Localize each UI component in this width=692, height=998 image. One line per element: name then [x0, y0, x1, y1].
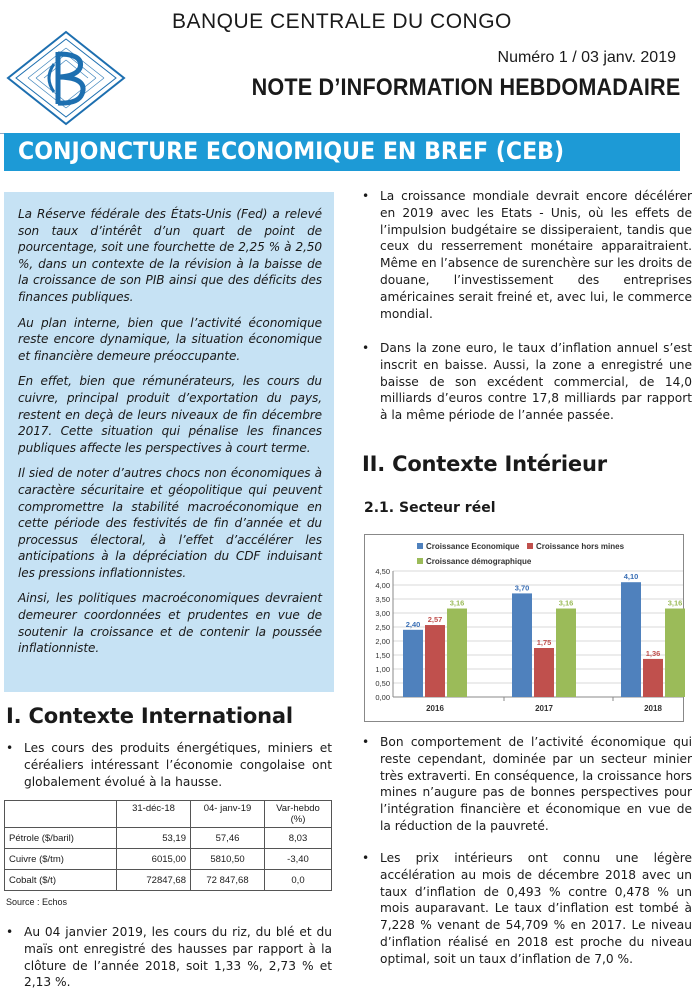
- legend-label: Croissance hors mines: [536, 542, 625, 551]
- y-tick-label: 1,00: [375, 665, 390, 674]
- table-cell: 0,0: [265, 870, 332, 891]
- y-tick-label: 3,00: [375, 609, 390, 618]
- y-tick-label: 3,50: [375, 595, 390, 604]
- issue-number-date: Numéro 1 / 03 janv. 2019: [497, 49, 676, 66]
- table-cell: Pétrole ($/baril): [5, 828, 117, 849]
- summary-paragraph: Au plan interne, bien que l’activité économique reste encore dynamique, la situation économique et financière demeure préoccupante.: [18, 315, 322, 363]
- bullet-international-1: • Les cours des produits énergétiques, miniers et céréaliers intéressant l’économie congolaise ont globalement évolué à la hausse.: [6, 740, 332, 790]
- bcc-logo-icon: [6, 30, 126, 126]
- table-header-row: [5, 801, 332, 828]
- table-header-cell: Var-hebdo (%): [265, 801, 332, 828]
- table-cell: 72 847,68: [191, 870, 265, 891]
- banner-title: CONJONCTURE ECONOMIQUE EN BREF (CEB): [18, 137, 565, 165]
- bar-2016-s2: [447, 609, 467, 697]
- table-cell: 72847,68: [117, 870, 191, 891]
- table-row: [5, 828, 332, 849]
- summary-paragraph: En effet, bien que rémunérateurs, les cours du cuivre, principal produit d’exportation du pays, restent en deçà de leurs niveaux de fin décembre 2017. Cette situation qui pénalise les finances publiques affecte les perspectives à court terme.: [18, 374, 322, 455]
- bullet-international-2: • Au 04 janvier 2019, les cours du riz, du blé et du maïs ont enregistré des hausses par rapport à la clôture de l’année 2018, soit 1,33 %, 2,73 % et 2,13 %.: [6, 924, 332, 991]
- data-label: 1,75: [536, 638, 552, 647]
- growth-chart: [364, 534, 684, 722]
- table-cell: Cobalt ($/t): [5, 870, 117, 891]
- table-source: Source : Echos: [6, 897, 68, 907]
- bar-2018-s2: [665, 609, 685, 697]
- table-cell: 53,19: [117, 828, 191, 849]
- y-tick-label: 4,50: [375, 567, 390, 576]
- data-label: 3,16: [558, 598, 574, 608]
- bullet-domestic-prices: • Les prix intérieurs ont connu une légère accélération au mois de décembre 2018 avec un taux d’inflation de 0,493 % contre 0,478 % un mois auparavant. Le taux d’inflation est tombé à 7,228 % venant de 54,709 % en 2017. Le niveau d’inflation réalisé en 2018 est proche du niveau optimal, soit un taux d’inflation de 7,0 %.: [362, 850, 692, 968]
- bar-2016-s1: [425, 625, 445, 697]
- y-tick-label: 0,00: [375, 693, 390, 702]
- data-label: 4,10: [623, 572, 639, 582]
- bar-2016-s0: [403, 630, 423, 697]
- data-label: 3,70: [514, 583, 530, 593]
- table-cell: -3,40: [265, 849, 332, 870]
- table-row: [5, 870, 332, 891]
- chart-plot: [365, 535, 685, 723]
- commodity-price-table: [4, 800, 332, 891]
- table-cell: Cuivre ($/tm): [5, 849, 117, 870]
- legend-label: Croissance Economique: [426, 542, 520, 551]
- y-tick-label: 0,50: [375, 679, 390, 688]
- summary-paragraph: La Réserve fédérale des États-Unis (Fed) a relevé son taux d’intérêt d’un quart de point de pourcentage, soit une fourchette de 2,25 % à 2,50 %, dans un contexte de la révision à la baisse de la croissance de son PIB ainsi que des déficits des finances publiques.: [18, 207, 322, 304]
- summary-box: [4, 192, 334, 692]
- table-cell: 5810,50: [191, 849, 265, 870]
- bar-2018-s1: [643, 659, 663, 697]
- table-row: [5, 849, 332, 870]
- bank-name: BANQUE CENTRALE DU CONGO: [172, 10, 512, 33]
- table-header-cell: 04- janv-19: [191, 801, 265, 828]
- y-tick-label: 2,00: [375, 637, 390, 646]
- bullet-world-growth: • La croissance mondiale devrait encore décélérer en 2019 avec les Etats - Unis, où les effets de l’impulsion budgétaire se dissiperaient, tandis que ceux du resserrement monétaire apparaitraient. Même en l’absence de surenchère sur les droits de douane, l’investissement des entreprises américaines serait freiné et, avec lui, le commerce mondial.: [362, 188, 692, 322]
- table-cell: 6015,00: [117, 849, 191, 870]
- x-category-label: 2017: [535, 704, 553, 713]
- bar-2017-s2: [556, 609, 576, 697]
- section-heading-interior: II. Contexte Intérieur: [362, 452, 607, 476]
- title-banner: [4, 133, 680, 171]
- subsection-heading-real-sector: 2.1. Secteur réel: [364, 500, 496, 516]
- bar-2017-s1: [534, 648, 554, 697]
- masthead: [0, 0, 680, 134]
- bar-2018-s0: [621, 582, 641, 697]
- bullet-economic-activity: • Bon comportement de l’activité économique qui reste cependant, dominée par un secteur minier très extraverti. En conséquence, la croissance hors mines n’augure pas de bonnes perspectives pour l’intégration financière et économique en vue de la réduction de la pauvreté.: [362, 734, 692, 835]
- section-heading-international: I. Contexte International: [6, 704, 293, 728]
- data-label: 2,40: [405, 619, 421, 629]
- legend-label: Croissance démographique: [426, 557, 532, 566]
- table-cell: 8,03: [265, 828, 332, 849]
- y-tick-label: 2,50: [375, 623, 390, 632]
- bullet-euro-zone: • Dans la zone euro, le taux d’inflation annuel s’est inscrit en baisse. Aussi, la zone a enregistré une baisse de son excédent commercial, de 14,0 milliards d’euros contre 17,8 milliards par rapport à la même période de l’année passée.: [362, 340, 692, 424]
- bar-2017-s0: [512, 593, 532, 697]
- summary-paragraph: Ainsi, les politiques macroéconomiques devraient demeurer coordonnées et prudentes en vue de soutenir la croissance et de contenir la poussée inflationniste.: [18, 591, 322, 656]
- y-tick-label: 1,50: [375, 651, 390, 660]
- table-header-cell: 31-déc-18: [117, 801, 191, 828]
- x-category-label: 2018: [644, 704, 662, 713]
- summary-paragraph: Il sied de noter d’autres chocs non économiques à caractère sécuritaire et géopolitique qui peuvent compromettre la stabilité macroéconomique en cette période des festivités de fin d’année et du processus électoral, à l’effet d’accélérer les anticipations à la dépréciation du CDF induisant les pressions inflationnistes.: [18, 466, 322, 580]
- data-label: 3,16: [667, 598, 683, 608]
- data-label: 1,36: [645, 648, 661, 658]
- x-category-label: 2016: [426, 704, 444, 713]
- data-label: 3,16: [449, 598, 465, 608]
- y-tick-label: 4,00: [375, 581, 390, 590]
- data-label: 2,57: [427, 615, 443, 625]
- table-header-cell: [5, 801, 117, 828]
- note-title: NOTE D’INFORMATION HEBDOMADAIRE: [251, 74, 680, 101]
- table-cell: 57,46: [191, 828, 265, 849]
